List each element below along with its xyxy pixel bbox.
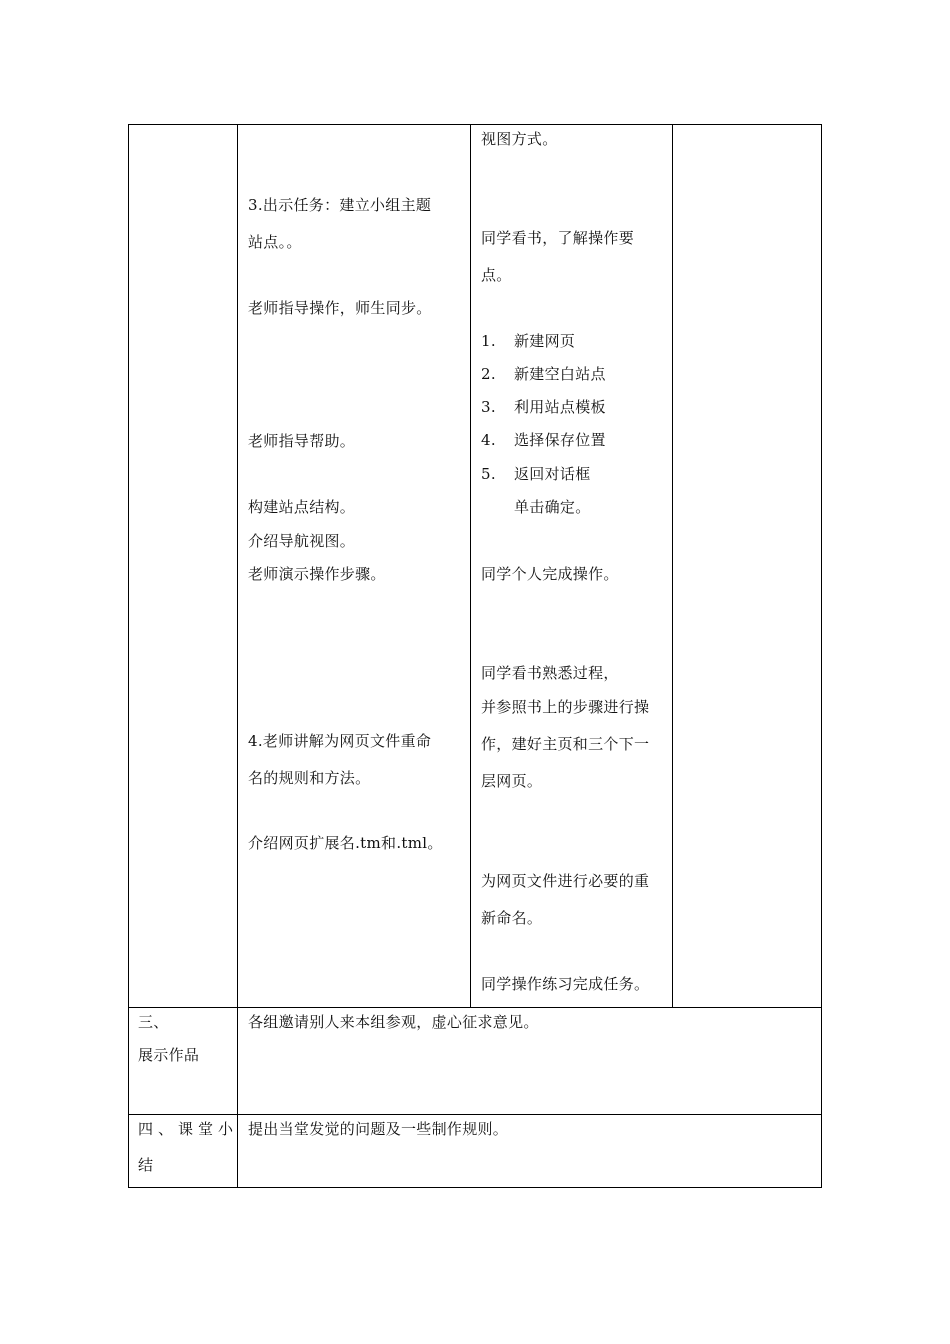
read-line2: 点。: [481, 266, 512, 284]
table-bottom-border: [128, 1187, 822, 1188]
follow-line3: 作，建好主页和三个下一: [481, 735, 650, 753]
column-divider: [470, 124, 471, 1008]
summary-content: 提出当堂发觉的问题及一些制作规则。: [248, 1120, 509, 1138]
row-divider: [128, 1007, 822, 1008]
showcase-label-line2: 展示作品: [138, 1046, 200, 1064]
rename-line2: 新命名。: [481, 909, 543, 927]
guide-sync-text: 老师指导操作，师生同步。: [248, 299, 432, 317]
click-ok-text: 单击确定。: [514, 498, 591, 516]
list-item: 2. 新建空白站点: [481, 365, 606, 383]
table-right-border: [821, 124, 822, 1188]
demo-steps-text: 老师演示操作步骤。: [248, 565, 386, 583]
table-top-border: [128, 124, 822, 125]
intro-nav-text: 介绍导航视图。: [248, 532, 356, 550]
task4-line2: 名的规则和方法。: [248, 769, 371, 787]
rename-line1: 为网页文件进行必要的重: [481, 872, 650, 890]
follow-line2: 并参照书上的步骤进行操: [481, 698, 650, 716]
list-item: 5. 返回对话框: [481, 465, 591, 483]
read-line1: 同学看书，了解操作要: [481, 229, 635, 247]
follow-line4: 层网页。: [481, 772, 543, 790]
list-item: 3. 利用站点模板: [481, 398, 606, 416]
task4-line1: 4.老师讲解为网页文件重命: [248, 732, 432, 750]
intro-extension-text: 介绍网页扩展名.tm和.tml。: [248, 834, 443, 852]
build-structure-text: 构建站点结构。: [248, 498, 356, 516]
summary-label-line1: 四、课堂小: [138, 1120, 239, 1138]
list-item: 1. 新建网页: [481, 332, 576, 350]
practice-text: 同学操作练习完成任务。: [481, 975, 650, 993]
column-divider: [672, 124, 673, 1008]
guide-help-text: 老师指导帮助。: [248, 432, 356, 450]
column-divider: [237, 124, 238, 1188]
view-mode-text: 视图方式。: [481, 130, 558, 148]
showcase-content: 各组邀请别人来本组参观，虚心征求意见。: [248, 1013, 539, 1031]
task3-line1: 3.出示任务：建立小组主题: [248, 196, 432, 214]
row-divider: [128, 1114, 822, 1115]
table-left-border: [128, 124, 129, 1188]
list-item: 4. 选择保存位置: [481, 431, 606, 449]
summary-label-line2: 结: [138, 1156, 154, 1174]
showcase-label-line1: 三、: [138, 1013, 169, 1031]
individual-text: 同学个人完成操作。: [481, 565, 619, 583]
task3-line2: 站点。。: [248, 233, 302, 251]
follow-line1: 同学看书熟悉过程，: [481, 664, 619, 682]
